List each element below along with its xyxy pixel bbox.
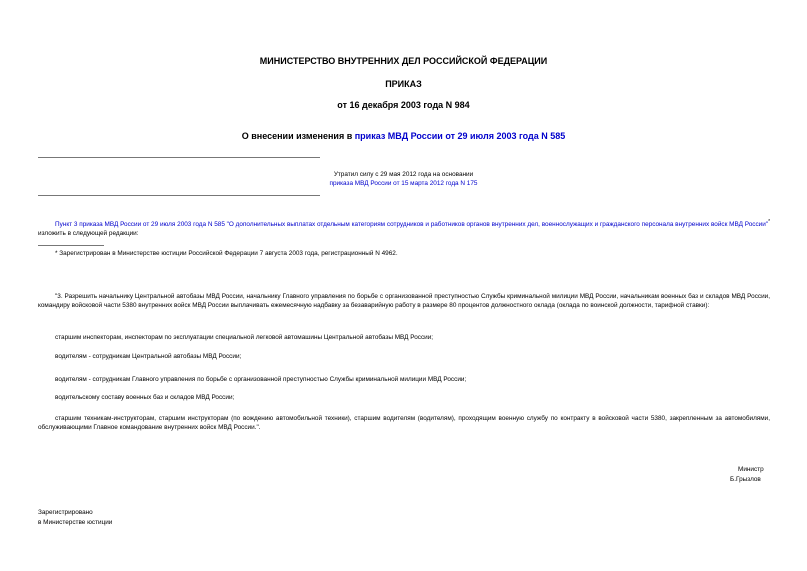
doc-title	[0, 131, 807, 142]
registration-line-1: Зарегистрировано	[38, 509, 93, 516]
intro-link[interactable]: приказа МВД России от 29 июля 2003 года N 585 "О дополнительных выплатах отдельным категориям сотрудников и работников органов внутренних дел, военнослужащих и гражданского персонала внутренних войск МВД России"	[79, 221, 769, 229]
status-line: Утратил силу с 29 мая 2012 года на основании	[333, 171, 474, 178]
divider-top	[38, 157, 320, 158]
ministry-heading: МИНИСТЕРСТВО ВНУТРЕННИХ ДЕЛ РОССИЙСКОЙ ФЕДЕРАЦИИ	[259, 56, 548, 66]
footnote-divider	[38, 245, 104, 246]
list-item: водительскому составу военных баз и складов МВД России;	[55, 394, 235, 401]
doc-title-prefix: О внесении изменения в	[241, 131, 355, 141]
list-item: водителям - сотрудникам Главного управления по борьбе с организованной преступностью Службы криминальной милиции МВД России;	[55, 376, 467, 383]
signature-name: Б.Грызлов	[730, 476, 761, 483]
status-link[interactable]: приказа МВД России от 15 марта 2012 года N 175	[329, 180, 478, 187]
doc-date-heading: от 16 декабря 2003 года N 984	[337, 100, 470, 110]
item-3-paragraph: "3. Разрешить начальнику Центральной автобазы МВД России, начальнику Главного управления по борьбе с организованной преступностью Службы криминальной милиции МВД России, начальникам военных баз и складов МВД России, командиру войсковой части 5380 внутренних войск МВД России выплачивать ежемесячную надбавку за безаварийную работу в размере 80 процентов должностного оклада (оклада по воинской должности, тарифной ставки):	[38, 293, 770, 309]
registration-line-2: в Министерстве юстиции	[38, 519, 113, 526]
doc-type-heading: ПРИКАЗ	[385, 79, 422, 89]
intro-paragraph	[38, 218, 770, 238]
list-item: старшим инспекторам, инспекторам по эксплуатации специальной легковой автомашины Центральной автобазы МВД России;	[55, 334, 434, 341]
doc-title-link[interactable]: приказ МВД России от 29 июля 2003 года N 585	[354, 131, 566, 141]
intro-text: Пункт 3	[55, 221, 80, 229]
divider-bottom	[38, 195, 320, 196]
status-link-line	[0, 180, 807, 188]
intro-tail: изложить в следующей редакции:	[38, 229, 139, 237]
list-item: водителям - сотрудникам Центральной автобазы МВД России;	[55, 353, 242, 360]
footnote-text: * Зарегистрирован в Министерстве юстиции Российской Федерации 7 августа 2003 года, регистрационный N 4962.	[55, 250, 398, 257]
footnote-mark: *	[768, 219, 771, 225]
list-item: старшим техникам-инструкторам, старшим инструкторам (по вождению автомобильной техники), старшим водителям (водителям), проходящим военную службу по контракту в войсковой части 5380, закрепленным за автомобилями, обслуживающими Главное командование внутренних войск МВД России.".	[38, 415, 770, 431]
signature-position: Министр	[738, 466, 764, 473]
